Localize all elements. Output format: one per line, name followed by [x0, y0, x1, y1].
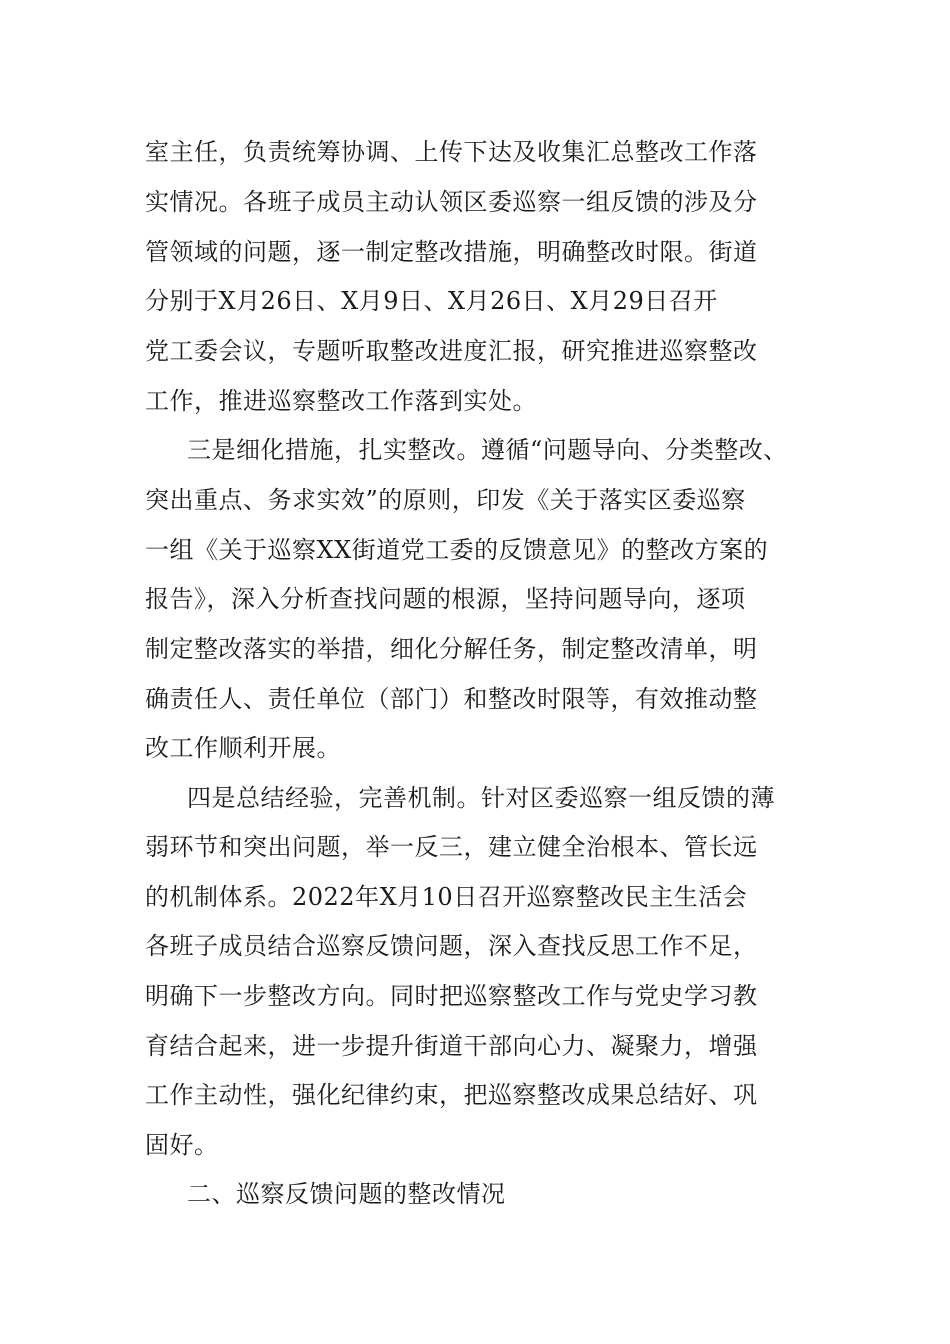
text-line: 的机制体系。2022年X月10日召开巡察整改民主生活会	[145, 883, 748, 911]
text-line: 突出重点、务求实效”的原则，印发《关于落实区委巡察	[145, 486, 746, 514]
text-line: 育结合起来，进一步提升街道干部向心力、凝聚力，增强	[145, 1032, 758, 1060]
text-line: 明确下一步整改方向。同时把巡察整改工作与党史学习教	[145, 982, 758, 1010]
text-line: 改工作顺利开展。	[145, 734, 341, 762]
paragraph-start-line: 三是细化措施，扎实整改。遵循“问题导向、分类整改、	[187, 436, 788, 464]
text-line: 实情况。各班子成员主动认领区委巡察一组反馈的涉及分	[145, 188, 758, 216]
text-line: 一组《关于巡察XX街道党工委的反馈意见》的整改方案的	[145, 536, 769, 564]
text-line: 报告》，深入分析查找问题的根源，坚持问题导向，逐项	[145, 585, 746, 613]
text-line: 管领域的问题，逐一制定整改措施，明确整改时限。街道	[145, 238, 758, 266]
text-line: 工作主动性，强化纪律约束，把巡察整改成果总结好、巩	[145, 1081, 758, 1109]
text-line: 分别于X月26日、X月9日、X月26日、X月29日召开	[145, 287, 718, 315]
text-line: 各班子成员结合巡察反馈问题，深入查找反思工作不足，	[145, 932, 758, 960]
text-line: 弱环节和突出问题，举一反三，建立健全治根本、管长远	[145, 833, 758, 861]
text-line: 确责任人、责任单位（部门）和整改时限等，有效推动整	[145, 685, 758, 713]
paragraph-start-line: 四是总结经验，完善机制。针对区委巡察一组反馈的薄	[187, 784, 775, 812]
text-line: 党工委会议，专题听取整改进度汇报，研究推进巡察整改	[145, 337, 758, 365]
text-line: 固好。	[145, 1131, 219, 1159]
section-heading: 二、巡察反馈问题的整改情况	[187, 1180, 506, 1208]
text-line: 工作，推进巡察整改工作落到实处。	[145, 387, 537, 415]
text-line: 室主任，负责统筹协调、上传下达及收集汇总整改工作落	[145, 138, 758, 166]
text-line: 制定整改落实的举措，细化分解任务，制定整改清单，明	[145, 635, 758, 663]
